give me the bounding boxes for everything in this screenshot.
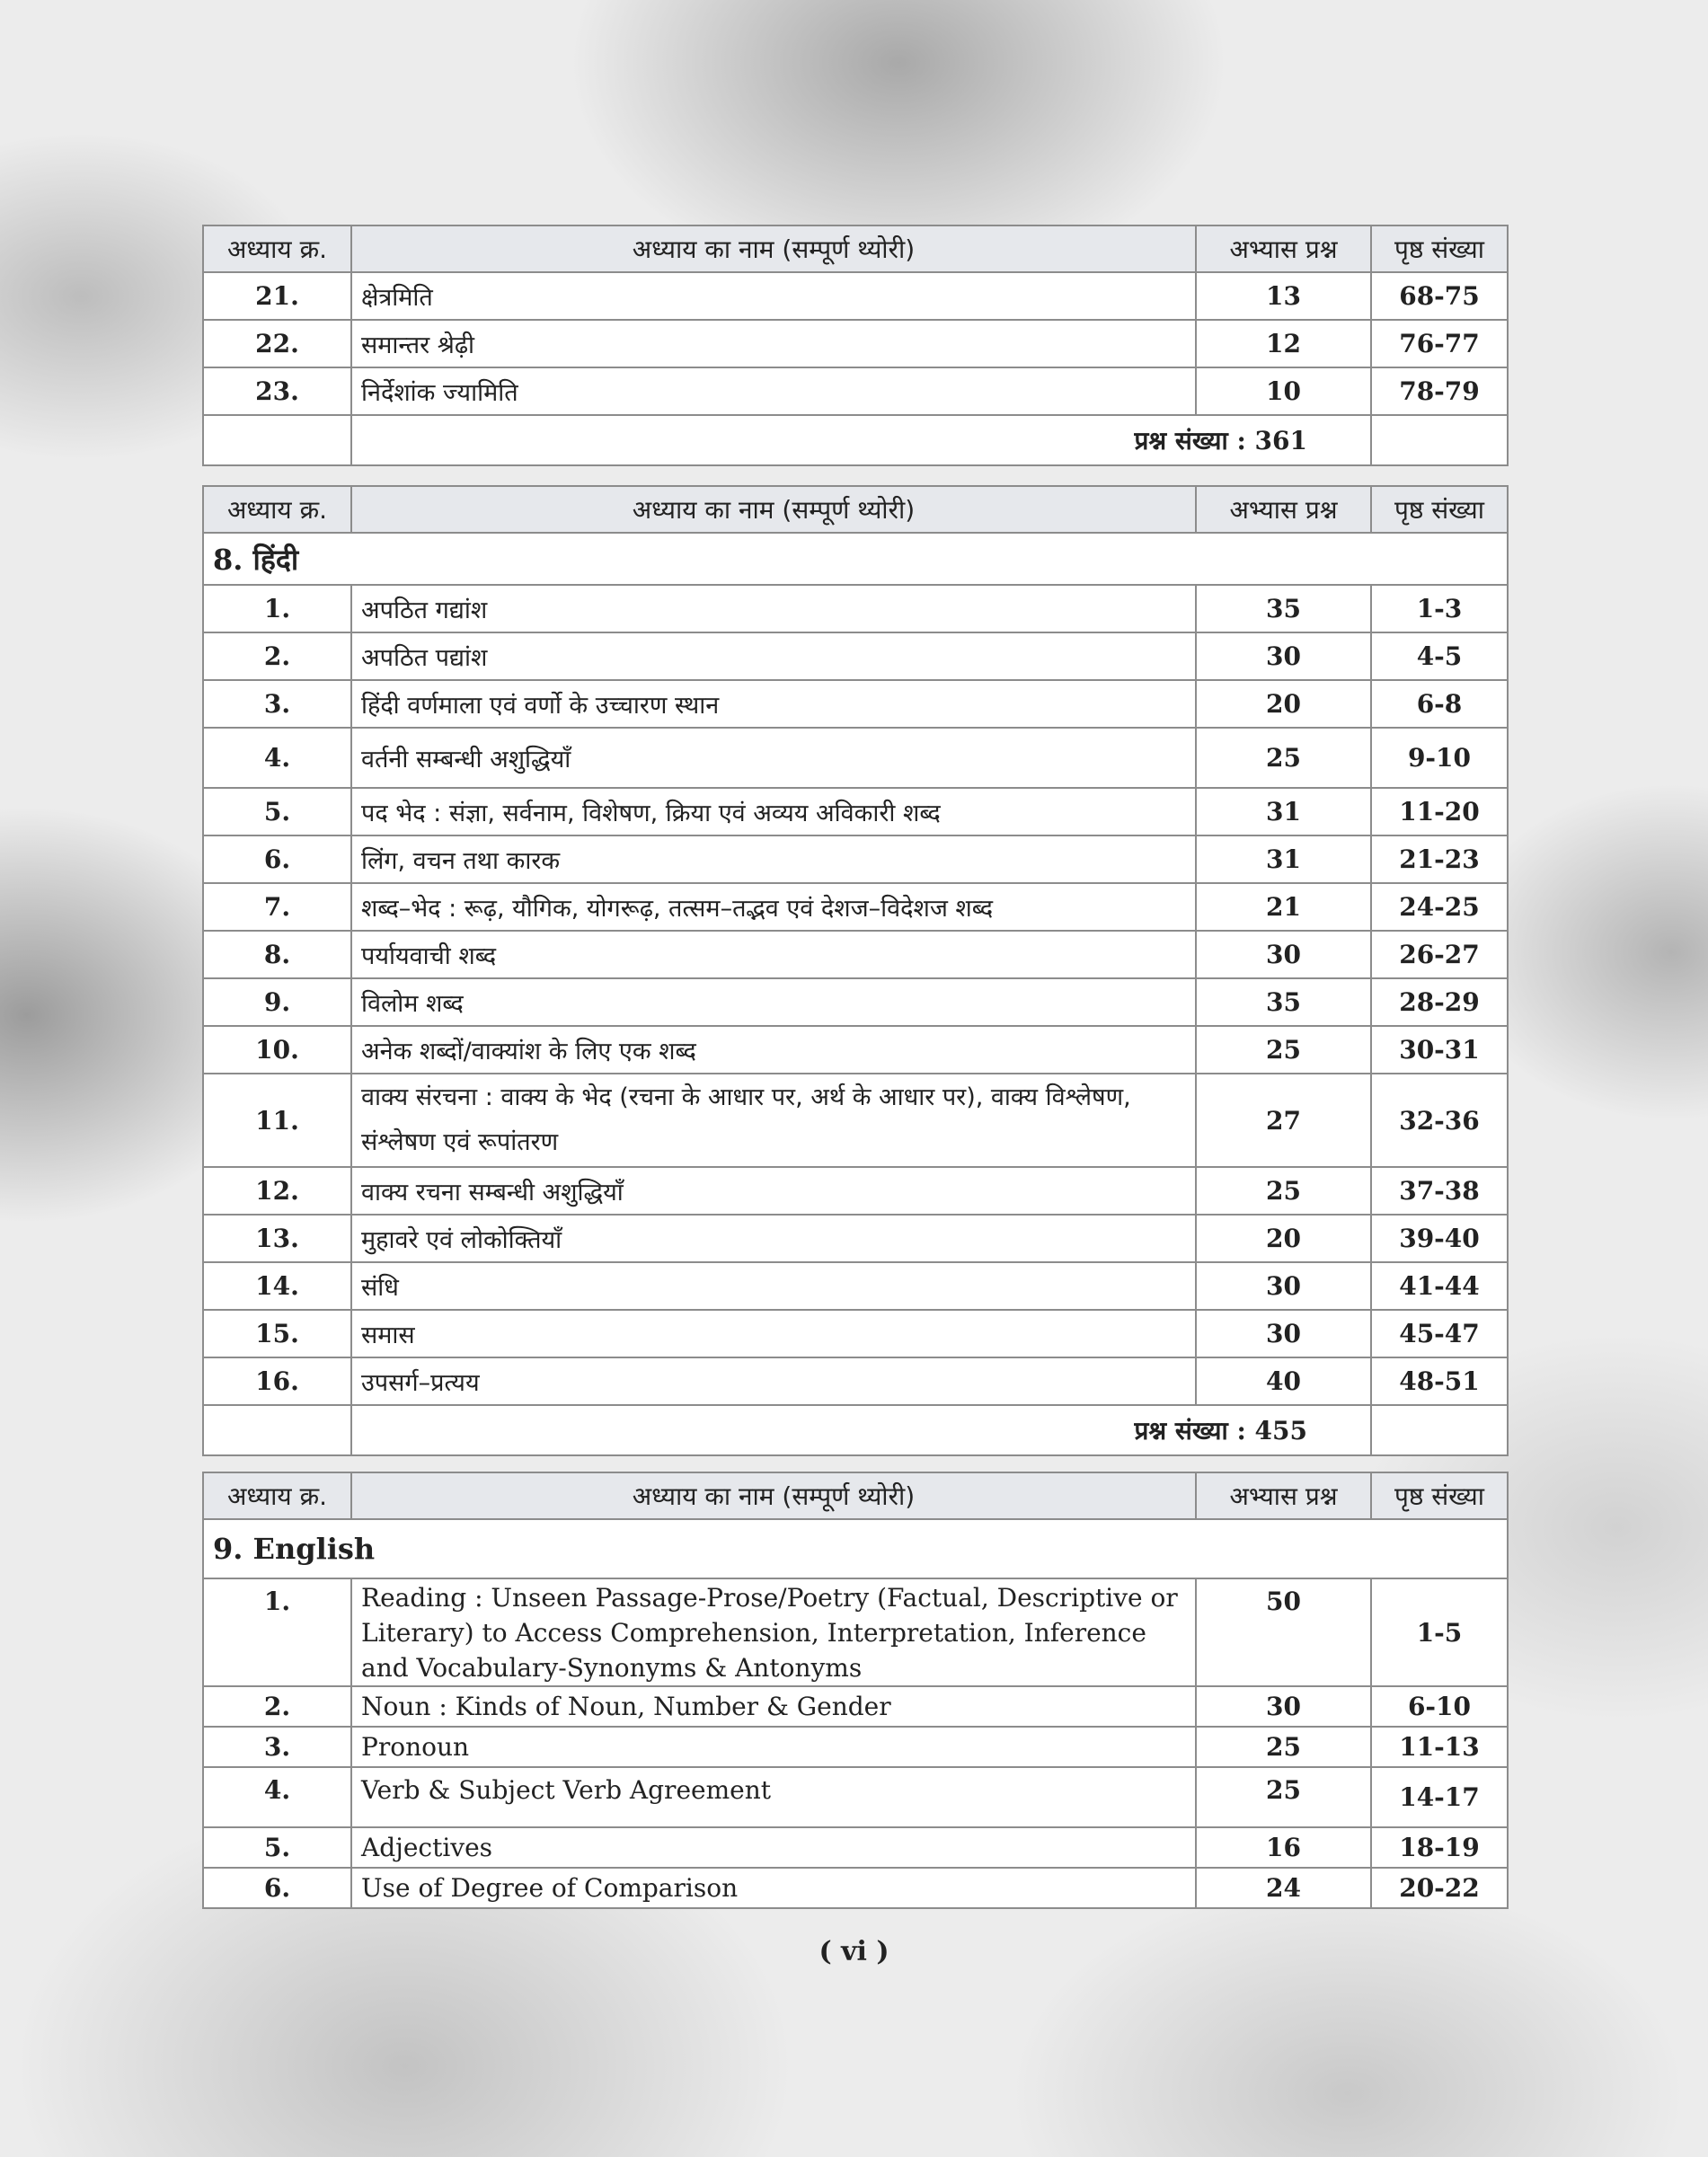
- practice-count: 35: [1196, 978, 1371, 1026]
- practice-count: 35: [1196, 585, 1371, 632]
- chapter-name: वर्तनी सम्बन्धी अशुद्धियाँ: [351, 728, 1196, 788]
- header-chapter-name: अध्याय का नाम (सम्पूर्ण थ्योरी): [351, 225, 1196, 272]
- chapter-number: 9.: [203, 978, 351, 1026]
- chapter-number: 7.: [203, 883, 351, 931]
- chapter-number: 23.: [203, 367, 351, 415]
- page-range: 9-10: [1371, 728, 1508, 788]
- chapter-number: 22.: [203, 320, 351, 367]
- chapter-name: क्षेत्रमिति: [351, 272, 1196, 320]
- empty-cell: [203, 415, 351, 465]
- page-range: 39-40: [1371, 1215, 1508, 1262]
- page-range: 11-20: [1371, 788, 1508, 835]
- table-row: [203, 1310, 1508, 1357]
- table-row: [203, 1215, 1508, 1262]
- practice-count: 31: [1196, 788, 1371, 835]
- page-range: 1-3: [1371, 585, 1508, 632]
- toc-table-hindi: [202, 485, 1509, 1456]
- page-range: 21-23: [1371, 835, 1508, 883]
- chapter-name: लिंग, वचन तथा कारक: [351, 835, 1196, 883]
- chapter-name: अपठित गद्यांश: [351, 585, 1196, 632]
- table-row: [203, 1026, 1508, 1074]
- total-row: [203, 415, 1508, 465]
- table-header-row: [203, 486, 1508, 533]
- chapter-name: Noun : Kinds of Noun, Number & Gender: [351, 1686, 1196, 1727]
- chapter-name: मुहावरे एवं लोकोक्तियाँ: [351, 1215, 1196, 1262]
- header-practice-questions: अभ्यास प्रश्न: [1196, 225, 1371, 272]
- practice-count: 30: [1196, 1686, 1371, 1727]
- page-range: 11-13: [1371, 1727, 1508, 1767]
- page-range: 24-25: [1371, 883, 1508, 931]
- practice-count: 24: [1196, 1868, 1371, 1908]
- page-range: 28-29: [1371, 978, 1508, 1026]
- practice-count: 16: [1196, 1827, 1371, 1868]
- practice-count: 10: [1196, 367, 1371, 415]
- header-practice-questions: अभ्यास प्रश्न: [1196, 486, 1371, 533]
- page-range: 6-10: [1371, 1686, 1508, 1727]
- chapter-number: 5.: [203, 788, 351, 835]
- total-questions: प्रश्न संख्या : 455: [351, 1405, 1371, 1455]
- table-row: [203, 931, 1508, 978]
- page-range: 45-47: [1371, 1310, 1508, 1357]
- chapter-number: 2.: [203, 1686, 351, 1727]
- header-page-number: पृष्ठ संख्या: [1371, 486, 1508, 533]
- chapter-name: अपठित पद्यांश: [351, 632, 1196, 680]
- chapter-number: 6.: [203, 835, 351, 883]
- practice-count: 25: [1196, 1167, 1371, 1215]
- chapter-name: उपसर्ग–प्रत्यय: [351, 1357, 1196, 1405]
- chapter-name: समास: [351, 1310, 1196, 1357]
- practice-count: 40: [1196, 1357, 1371, 1405]
- table-row: [203, 680, 1508, 728]
- chapter-number: 13.: [203, 1215, 351, 1262]
- table-row: [203, 1167, 1508, 1215]
- chapter-number: 12.: [203, 1167, 351, 1215]
- page-range: 14-17: [1371, 1767, 1508, 1827]
- chapter-number: 2.: [203, 632, 351, 680]
- table-row: [203, 978, 1508, 1026]
- page-number: ( vi ): [819, 1936, 889, 1967]
- page-range: 48-51: [1371, 1357, 1508, 1405]
- chapter-name: Verb & Subject Verb Agreement: [351, 1767, 1196, 1827]
- table-row: [203, 1578, 1508, 1686]
- chapter-number: 1.: [203, 1578, 351, 1686]
- table-row: [203, 788, 1508, 835]
- total-row: [203, 1405, 1508, 1455]
- header-chapter-no: अध्याय क्र.: [203, 225, 351, 272]
- table-row: [203, 728, 1508, 788]
- practice-count: 25: [1196, 1026, 1371, 1074]
- chapter-number: 1.: [203, 585, 351, 632]
- toc-table-mathematics-continued: [202, 225, 1509, 466]
- page-range: 32-36: [1371, 1074, 1508, 1167]
- table-row: [203, 1686, 1508, 1727]
- toc-table-english: [202, 1472, 1509, 1909]
- table-row: [203, 272, 1508, 320]
- page-range: 4-5: [1371, 632, 1508, 680]
- header-chapter-no: अध्याय क्र.: [203, 1472, 351, 1519]
- practice-count: 13: [1196, 272, 1371, 320]
- practice-count: 30: [1196, 931, 1371, 978]
- practice-count: 21: [1196, 883, 1371, 931]
- chapter-name: निर्देशांक ज्यामिति: [351, 367, 1196, 415]
- page-range: 18-19: [1371, 1827, 1508, 1868]
- chapter-number: 3.: [203, 1727, 351, 1767]
- chapter-number: 11.: [203, 1074, 351, 1167]
- table-row: [203, 320, 1508, 367]
- chapter-number: 4.: [203, 1767, 351, 1827]
- page-range: 30-31: [1371, 1026, 1508, 1074]
- table-header-row: [203, 225, 1508, 272]
- table-row: [203, 1827, 1508, 1868]
- table-row: [203, 367, 1508, 415]
- page-range: 26-27: [1371, 931, 1508, 978]
- practice-count: 27: [1196, 1074, 1371, 1167]
- chapter-name: पर्यायवाची शब्द: [351, 931, 1196, 978]
- table-row: [203, 1868, 1508, 1908]
- chapter-name: शब्द–भेद : रूढ़, यौगिक, योगरूढ़, तत्सम–तद्भव एवं देशज–विदेशज शब्द: [351, 883, 1196, 931]
- section-title: 8. हिंदी: [203, 533, 1508, 585]
- page-range: 78-79: [1371, 367, 1508, 415]
- header-page-number: पृष्ठ संख्या: [1371, 225, 1508, 272]
- chapter-name: Adjectives: [351, 1827, 1196, 1868]
- chapter-number: 21.: [203, 272, 351, 320]
- page-range: 41-44: [1371, 1262, 1508, 1310]
- chapter-name: वाक्य संरचना : वाक्य के भेद (रचना के आधार पर, अर्थ के आधार पर), वाक्य विश्लेषण, संश्लेषण एवं रूपांतरण: [351, 1074, 1196, 1167]
- header-practice-questions: अभ्यास प्रश्न: [1196, 1472, 1371, 1519]
- practice-count: 12: [1196, 320, 1371, 367]
- practice-count: 30: [1196, 1262, 1371, 1310]
- page-range: 6-8: [1371, 680, 1508, 728]
- section-row: [203, 1519, 1508, 1578]
- table-row: [203, 1767, 1508, 1827]
- table-row: [203, 835, 1508, 883]
- table-row: [203, 1357, 1508, 1405]
- table-header-row: [203, 1472, 1508, 1519]
- header-chapter-no: अध्याय क्र.: [203, 486, 351, 533]
- table-row: [203, 585, 1508, 632]
- practice-count: 50: [1196, 1578, 1371, 1686]
- practice-count: 25: [1196, 1767, 1371, 1827]
- chapter-name: समान्तर श्रेढ़ी: [351, 320, 1196, 367]
- chapter-number: 14.: [203, 1262, 351, 1310]
- page-range: 68-75: [1371, 272, 1508, 320]
- practice-count: 20: [1196, 680, 1371, 728]
- empty-cell: [1371, 1405, 1508, 1455]
- table-row: [203, 883, 1508, 931]
- header-chapter-name: अध्याय का नाम (सम्पूर्ण थ्योरी): [351, 1472, 1196, 1519]
- chapter-number: 4.: [203, 728, 351, 788]
- practice-count: 30: [1196, 1310, 1371, 1357]
- table-row: [203, 1727, 1508, 1767]
- header-chapter-name: अध्याय का नाम (सम्पूर्ण थ्योरी): [351, 486, 1196, 533]
- chapter-name: संधि: [351, 1262, 1196, 1310]
- page-range: 76-77: [1371, 320, 1508, 367]
- chapter-number: 6.: [203, 1868, 351, 1908]
- empty-cell: [1371, 415, 1508, 465]
- chapter-name: पद भेद : संज्ञा, सर्वनाम, विशेषण, क्रिया एवं अव्यय अविकारी शब्द: [351, 788, 1196, 835]
- chapter-number: 8.: [203, 931, 351, 978]
- section-title: 9. English: [203, 1519, 1508, 1578]
- chapter-name: वाक्य रचना सम्बन्धी अशुद्धियाँ: [351, 1167, 1196, 1215]
- chapter-name: Use of Degree of Comparison: [351, 1868, 1196, 1908]
- chapter-name: अनेक शब्दों/वाक्यांश के लिए एक शब्द: [351, 1026, 1196, 1074]
- header-page-number: पृष्ठ संख्या: [1371, 1472, 1508, 1519]
- practice-count: 25: [1196, 728, 1371, 788]
- chapter-number: 16.: [203, 1357, 351, 1405]
- chapter-number: 3.: [203, 680, 351, 728]
- chapter-name: हिंदी वर्णमाला एवं वर्णो के उच्चारण स्थान: [351, 680, 1196, 728]
- table-row: [203, 632, 1508, 680]
- page-range: 1-5: [1371, 1578, 1508, 1686]
- page-range: 37-38: [1371, 1167, 1508, 1215]
- total-questions: प्रश्न संख्या : 361: [351, 415, 1371, 465]
- chapter-name: विलोम शब्द: [351, 978, 1196, 1026]
- practice-count: 30: [1196, 632, 1371, 680]
- page-range: 20-22: [1371, 1868, 1508, 1908]
- chapter-number: 10.: [203, 1026, 351, 1074]
- practice-count: 25: [1196, 1727, 1371, 1767]
- section-row: [203, 533, 1508, 585]
- practice-count: 31: [1196, 835, 1371, 883]
- chapter-name: Pronoun: [351, 1727, 1196, 1767]
- table-row: [203, 1074, 1508, 1167]
- chapter-number: 5.: [203, 1827, 351, 1868]
- practice-count: 20: [1196, 1215, 1371, 1262]
- table-row: [203, 1262, 1508, 1310]
- chapter-number: 15.: [203, 1310, 351, 1357]
- chapter-name: Reading : Unseen Passage-Prose/Poetry (Factual, Descriptive or Literary) to Access Comprehension, Interpretation, Inference and Vocabulary-Synonyms & Antonyms: [351, 1578, 1196, 1686]
- empty-cell: [203, 1405, 351, 1455]
